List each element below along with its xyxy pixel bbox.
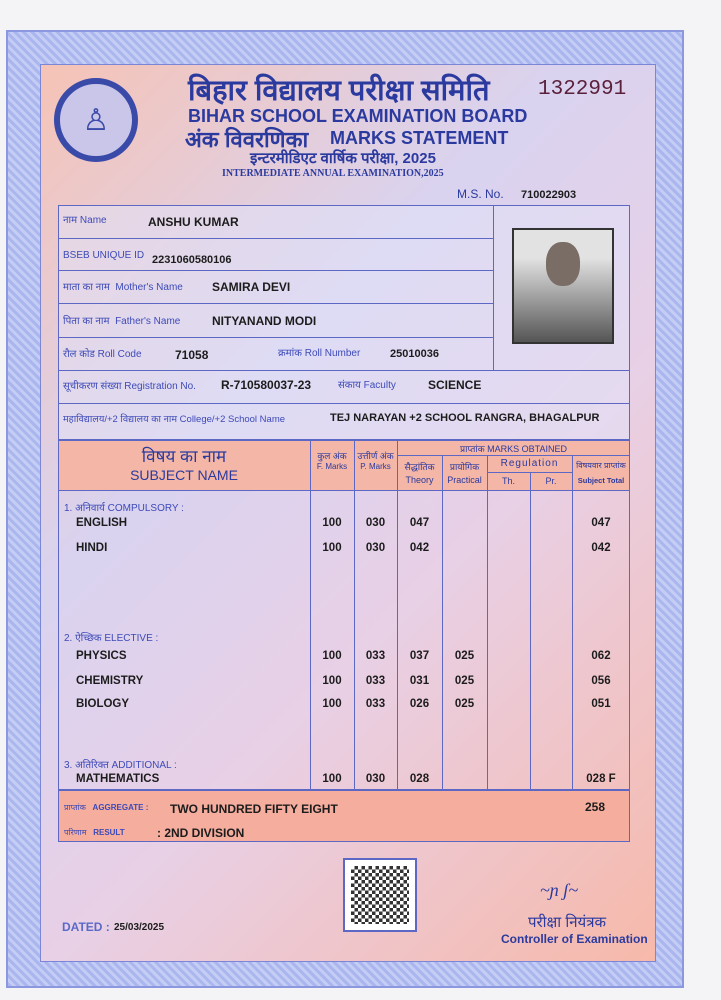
registration-number: R-710580037-23 xyxy=(221,378,312,392)
controller-title: Controller of Examination xyxy=(501,932,648,946)
roll-number: 25010036 xyxy=(390,348,439,360)
subject-group-label: 3. अतिरिक्त ADDITIONAL : xyxy=(64,760,177,771)
marks-cell-pr: 025 xyxy=(454,698,475,710)
marks-cell-pr: 025 xyxy=(454,650,475,662)
father-label: Father's Name xyxy=(115,316,181,327)
marks-cell-total: 042 xyxy=(591,542,611,554)
name-label-hi: नाम xyxy=(63,215,78,226)
faculty-label-hi: संकाय xyxy=(338,380,361,391)
qr-code xyxy=(343,858,417,932)
subject-total-header-hi: विषयवार प्राप्तांक xyxy=(576,461,626,470)
statement-english: MARKS STATEMENT xyxy=(330,128,509,148)
marks-cell-total: 056 xyxy=(591,675,611,687)
student-name: ANSHU KUMAR xyxy=(148,215,239,229)
theory-header: Theory xyxy=(405,475,434,485)
marks-cell-p: 033 xyxy=(365,675,386,687)
exam-hindi: इन्टरमीडिएट वार्षिक परीक्षा, 2025 xyxy=(250,150,436,167)
registration-label-hi: सूचीकरण संख्या xyxy=(63,381,122,392)
result-value: : 2ND DIVISION xyxy=(157,826,245,840)
subject-name: CHEMISTRY xyxy=(76,675,144,687)
marks-cell-th: 042 xyxy=(409,542,430,554)
title-hindi: बिहार विद्यालय परीक्षा समिति xyxy=(188,75,490,107)
roll-code-label-hi: रौल कोड xyxy=(63,349,95,360)
marks-cell-f: 100 xyxy=(322,675,342,687)
marks-cell-p: 030 xyxy=(365,542,386,554)
student-photo xyxy=(512,228,614,344)
marks-cell-th: 031 xyxy=(409,675,430,687)
marks-cell-th: 047 xyxy=(409,517,430,529)
aggregate-label-hi: प्राप्तांक xyxy=(64,803,86,812)
marks-cell-total: 028 F xyxy=(586,773,616,785)
controller-signature: ~ɲ ʃ~ xyxy=(540,880,579,900)
mother-label: Mother's Name xyxy=(115,282,183,293)
college-label-hi: महाविद्यालय/+2 विद्यालय का नाम xyxy=(63,414,178,425)
exam-english: INTERMEDIATE ANNUAL EXAMINATION,2025 xyxy=(222,168,444,179)
ms-no-label: M.S. No. xyxy=(457,187,504,201)
subject-name: HINDI xyxy=(76,542,108,554)
college-name: TEJ NARAYAN +2 SCHOOL RANGRA, BHAGALPUR xyxy=(330,412,600,424)
practical-header-hi: प्रायोगिक xyxy=(449,462,480,472)
marks-cell-p: 030 xyxy=(365,517,386,529)
controller-title-hi: परीक्षा नियंत्रक xyxy=(528,914,607,931)
name-label: Name xyxy=(79,215,107,226)
unique-id: 2231060580106 xyxy=(152,254,232,266)
mother-name: SAMIRA DEVI xyxy=(212,280,291,294)
board-seal-logo: ♙ xyxy=(54,78,138,162)
marks-obtained-header: प्राप्तांक MARKS OBTAINED xyxy=(460,444,567,454)
marks-cell-pr: 025 xyxy=(454,675,475,687)
subject-total-header: Subject Total xyxy=(577,476,625,485)
marks-cell-th: 028 xyxy=(409,773,430,785)
marks-cell-total: 062 xyxy=(591,650,611,662)
marks-cell-total: 051 xyxy=(591,698,611,710)
roll-code: 71058 xyxy=(175,348,209,362)
subject-header: SUBJECT NAME xyxy=(130,467,238,483)
mother-label-hi: माता का नाम xyxy=(63,282,110,293)
aggregate-box xyxy=(58,790,630,842)
roll-number-label-hi: क्रमांक xyxy=(278,348,302,359)
issue-date: 25/03/2025 xyxy=(114,922,165,933)
full-marks-header: F. Marks xyxy=(316,462,348,471)
marks-cell-f: 100 xyxy=(322,650,342,662)
ms-no: 710022903 xyxy=(521,189,577,201)
marks-cell-f: 100 xyxy=(322,698,342,710)
subject-name: BIOLOGY xyxy=(76,698,130,710)
pass-marks-header: P. Marks xyxy=(360,462,391,471)
regulation-header: Regulation xyxy=(500,458,559,469)
pass-marks-header-hi: उत्तीर्ण अंक xyxy=(357,451,394,461)
aggregate-label: AGGREGATE : xyxy=(92,803,149,812)
marks-cell-f: 100 xyxy=(322,542,342,554)
serial-number: 1322991 xyxy=(538,78,627,101)
statement-hindi: अंक विवरणिका xyxy=(185,127,309,152)
result-label: RESULT xyxy=(93,828,125,837)
father-name: NITYANAND MODI xyxy=(212,314,317,328)
uid-label: BSEB UNIQUE ID xyxy=(63,250,145,261)
registration-label: Registration No. xyxy=(124,381,196,392)
aggregate-total: 258 xyxy=(585,800,606,814)
roll-code-label: Roll Code xyxy=(97,349,142,360)
practical-header: Practical xyxy=(447,475,482,485)
subject-name: MATHEMATICS xyxy=(76,773,160,785)
marks-cell-p: 033 xyxy=(365,650,386,662)
marks-cell-f: 100 xyxy=(322,517,342,529)
dated-label: DATED : xyxy=(62,920,110,934)
marks-cell-f: 100 xyxy=(322,773,342,785)
subject-name: ENGLISH xyxy=(76,517,128,529)
marks-cell-th: 026 xyxy=(409,698,430,710)
marks-cell-p: 030 xyxy=(365,773,386,785)
result-label-hi: परिणाम xyxy=(64,828,87,837)
regulation-theory-header: Th. xyxy=(501,476,515,486)
marks-table xyxy=(58,440,630,790)
aggregate-words: TWO HUNDRED FIFTY EIGHT xyxy=(170,802,338,816)
subject-group-label: 2. ऐच्छिक ELECTIVE : xyxy=(64,633,159,644)
faculty: SCIENCE xyxy=(428,378,482,392)
title-english: BIHAR SCHOOL EXAMINATION BOARD xyxy=(188,106,528,126)
full-marks-header-hi: कुल अंक xyxy=(317,451,347,461)
theory-header-hi: सैद्धांतिक xyxy=(404,462,435,472)
marks-cell-th: 037 xyxy=(409,650,430,662)
faculty-label: Faculty xyxy=(363,380,396,391)
marks-cell-total: 047 xyxy=(591,517,611,529)
college-label: College/+2 School Name xyxy=(179,414,286,425)
marks-cell-p: 033 xyxy=(365,698,386,710)
regulation-practical-header: Pr. xyxy=(545,476,557,486)
subject-header-hi: विषय का नाम xyxy=(141,447,227,466)
roll-number-label: Roll Number xyxy=(304,348,361,359)
father-label-hi: पिता का नाम xyxy=(63,316,110,327)
subject-group-label: 1. अनिवार्य COMPULSORY : xyxy=(64,503,184,514)
subject-name: PHYSICS xyxy=(76,650,127,662)
